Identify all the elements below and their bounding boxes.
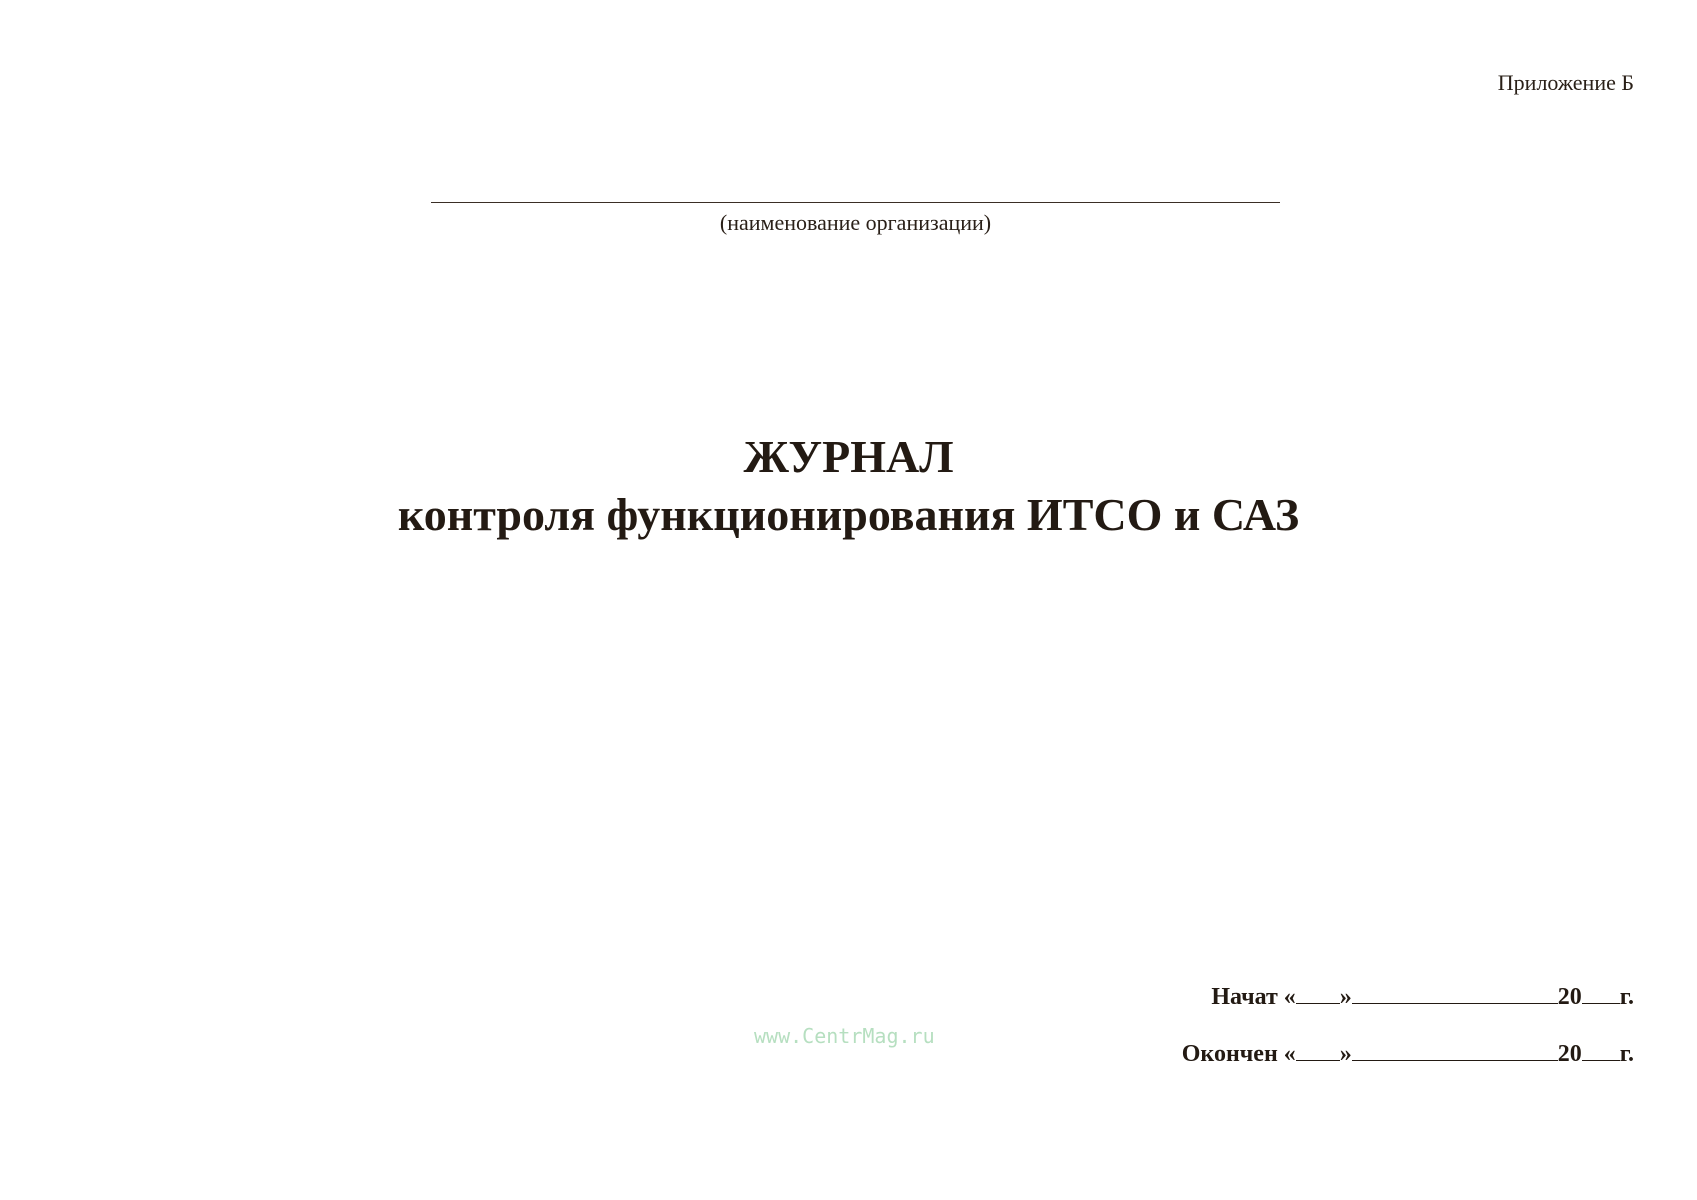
started-year-suffix: г. [1619,984,1634,1010]
ended-close-quote: » [1339,1041,1352,1067]
ended-label: Окончен « [1181,1041,1296,1067]
started-year-blank [1582,985,1620,1004]
organization-block [431,202,1280,236]
started-month-blank [1352,985,1558,1004]
ended-date-row [1182,1041,1634,1068]
ended-day-blank [1296,1042,1340,1061]
started-date-row [1211,984,1634,1011]
ended-year-blank [1582,1042,1620,1061]
started-day-blank [1296,985,1340,1004]
started-close-quote: » [1339,984,1352,1010]
appendix-label: Приложение Б [1497,70,1634,95]
organization-caption: (наименование организации) [719,210,992,235]
title-main: ЖУРНАЛ [743,431,954,482]
organization-name-line [431,202,1280,203]
ended-year-suffix: г. [1619,1041,1634,1067]
journal-title [0,428,1697,544]
watermark: www.CentrMag.ru [754,1024,935,1048]
ended-year-prefix: 20 [1557,1041,1582,1067]
started-label: Начат « [1211,984,1296,1010]
title-subtitle: контроля функционирования ИТСО и САЗ [397,489,1300,540]
ended-month-blank [1352,1042,1558,1061]
started-year-prefix: 20 [1557,984,1582,1010]
